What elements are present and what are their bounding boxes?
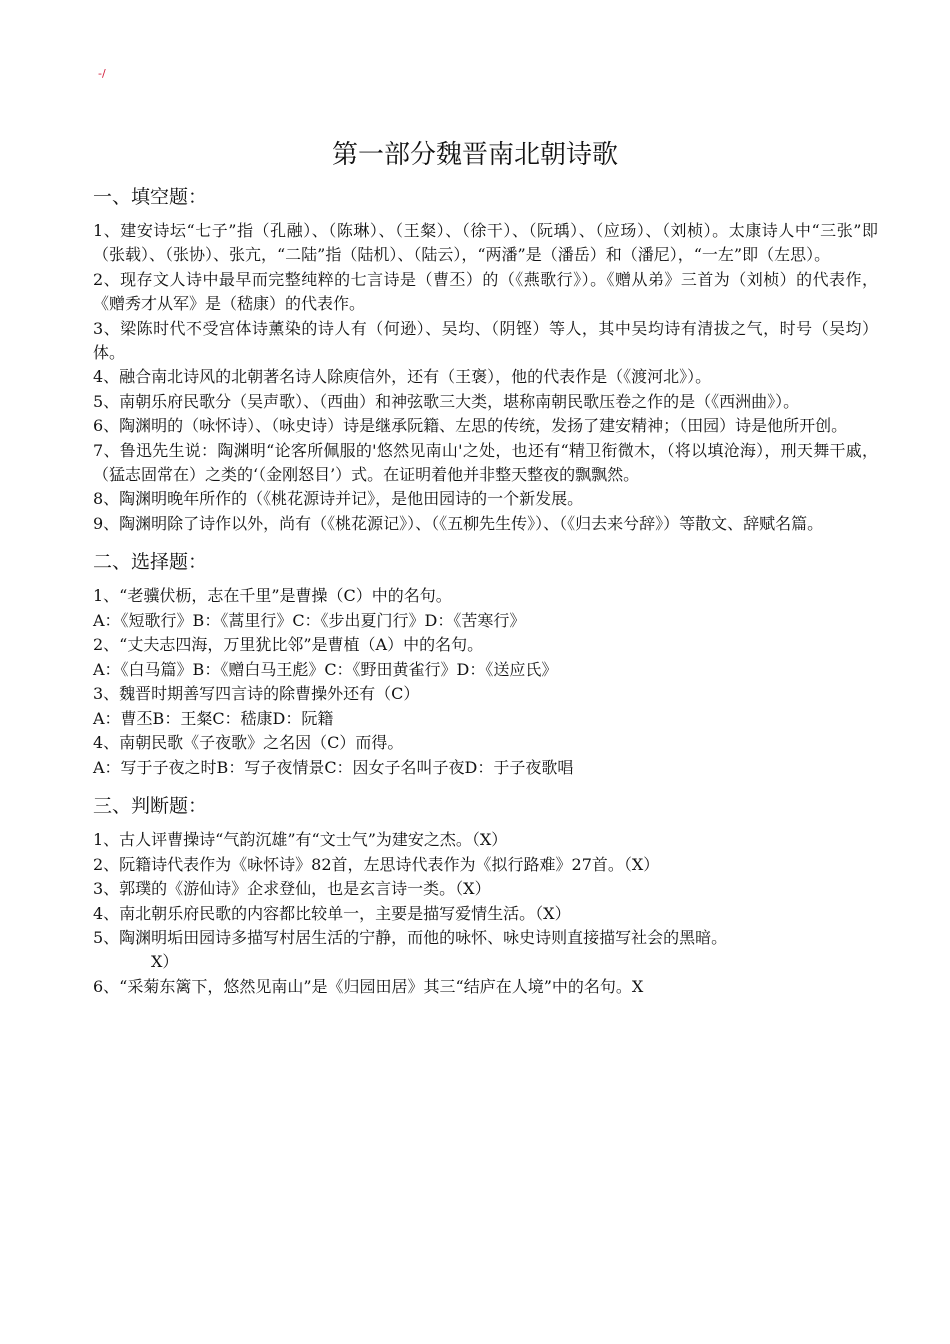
- judgment-item-3: 3、郭璞的《游仙诗》企求登仙，也是玄言诗一类。（X）: [93, 879, 491, 899]
- judgment-item-6: 6、“采菊东篱下，悠然见南山”是《归园田居》其三“结庐在人境”中的名句。X: [93, 976, 644, 996]
- choice-question-3: 3、魏晋时期善写四言诗的除曹操外还有（C）: [93, 684, 420, 704]
- choice-options-3: A：曹丕B：王粲C：嵇康D：阮籍: [93, 708, 334, 728]
- fill-in-item-1: 1、建安诗坛“七子”指（孔融）、（陈琳）、（王粲）、（徐干）、（阮瑀）、（应玚）、（刘桢）。太康诗人中“三张”即（张载）、（张协）、张亢，“二陆”指（陆机）、（陆云），“两潘”是（潘岳）和（潘尼），“一左”即（左思）。: [93, 221, 878, 265]
- corner-mark: -/: [98, 67, 106, 80]
- fill-in-item-9: 9、陶渊明除了诗作以外，尚有（《桃花源记》）、（《五柳先生传》）、（《归去来兮辞》）等散文、辞赋名篇。: [93, 513, 824, 533]
- section-heading-fill-in: 一、填空题：: [93, 186, 208, 208]
- choice-question-1: 1、“老骥伏枥，志在千里”是曹操（C）中的名句。: [93, 586, 452, 606]
- judgment-item-2: 2、阮籍诗代表作为《咏怀诗》82首，左思诗代表作为《拟行路难》27首。（X）: [93, 854, 660, 874]
- choice-question-4: 4、南朝民歌《子夜歌》之名因（C）而得。: [93, 733, 404, 753]
- fill-in-item-3: 3、梁陈时代不受宫体诗薰染的诗人有（何逊）、吴均、（阴铿）等人，其中吴均诗有清拔之气，时号（吴均）体。: [93, 318, 878, 363]
- judgment-item-5: 5、陶渊明垢田园诗多描写村居生活的宁静，而他的咏怀、咏史诗则直接描写社会的黑暗。: [93, 927, 728, 947]
- section-heading-true-false: 三、判断题：: [93, 795, 208, 818]
- fill-in-item-7: 7、鲁迅先生说：陶渊明“论客所佩服的'悠然见南山'之处，也还有“精卫衔微木，（将以填沧海），刑天舞干戚，（猛志固常在）之类的‘（金刚怒目’）式。在证明着他并非整天整夜的飘飘然。: [93, 440, 878, 485]
- choice-options-1: A：《短歌行》B：《蒿里行》C：《步出夏门行》D：《苦寒行》: [93, 610, 526, 630]
- fill-in-item-6: 6、陶渊明的（咏怀诗）、（咏史诗）诗是继承阮籍、左思的传统，发扬了建安精神；（田园）诗是他所开创。: [93, 416, 848, 436]
- fill-in-item-5: 5、南朝乐府民歌分（吴声歌）、（西曲）和神弦歌三大类，堪称南朝民歌压卷之作的是（《西洲曲》）。: [93, 391, 800, 411]
- judgment-item-4: 4、南北朝乐府民歌的内容都比较单一，主要是描写爱情生活。（X）: [93, 903, 571, 923]
- choice-options-4: A：写于子夜之时B：写子夜情景C：因女子名叫子夜D：于子夜歌唱: [93, 757, 574, 777]
- page-title: 第一部分魏晋南北朝诗歌: [331, 140, 618, 170]
- judgment-item-5-continued: X）: [151, 952, 179, 972]
- fill-in-item-2: 2、现存文人诗中最早而完整纯粹的七言诗是（曹丕）的（《燕歌行》）。《赠从弟》三首为（刘桢）的代表作，《赠秀才从军》是（嵇康）的代表作。: [93, 269, 878, 314]
- document-body: [93, 185, 878, 999]
- fill-in-item-8: 8、陶渊明晚年所作的（《桃花源诗并记》，是他田园诗的一个新发展。: [93, 489, 584, 509]
- fill-in-item-4: 4、融合南北诗风的北朝著名诗人除庾信外，还有（王褒），他的代表作是（《渡河北》）。: [93, 367, 712, 387]
- judgment-item-1: 1、古人评曹操诗“气韵沉雄”有“文士气”为建安之杰。（X）: [93, 830, 508, 850]
- choice-options-2: A：《白马篇》B：《赠白马王彪》C：《野田黄雀行》D：《送应氏》: [93, 659, 558, 679]
- section-heading-multiple-choice: 二、选择题：: [93, 551, 208, 574]
- choice-question-2: 2、“丈夫志四海，万里犹比邻”是曹植（A）中的名句。: [93, 635, 484, 655]
